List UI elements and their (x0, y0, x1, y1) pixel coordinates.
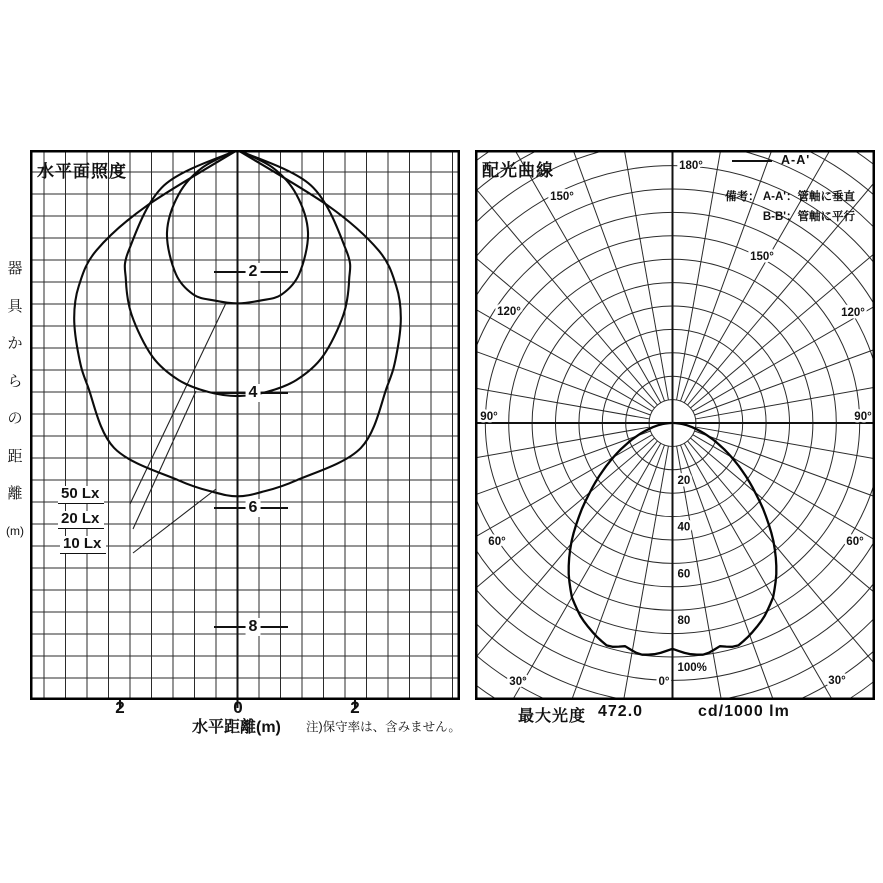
y-axis-char: の (7, 410, 23, 427)
x-tick-0: 0 (233, 698, 243, 717)
svg-text:60: 60 (677, 568, 691, 581)
svg-text:30°: 30° (828, 675, 846, 687)
y-tick-6: 6 (246, 499, 261, 517)
maintenance-factor-note: 注)保守率は、含みません。 (306, 720, 461, 734)
max-intensity-label: 最大光度 (518, 708, 587, 725)
left-chart-title: 水平面照度 (37, 162, 127, 181)
left-chart-x-axis-title: 水平距離(m) (192, 719, 281, 736)
y-tick-8: 8 (246, 618, 261, 636)
remark-line-1: 備考： A-A'：管軸に垂直 (725, 191, 855, 203)
y-axis-char: ら (7, 372, 23, 390)
svg-text:30°: 30° (509, 676, 527, 688)
svg-text:80: 80 (677, 615, 691, 628)
right-chart-title: 配光曲線 (482, 161, 554, 180)
svg-text:20: 20 (677, 474, 691, 487)
svg-text:40: 40 (677, 521, 691, 534)
svg-text:60°: 60° (488, 536, 506, 548)
max-intensity-unit: cd/1000 lm (698, 703, 790, 720)
max-intensity-value: 472.0 (598, 703, 644, 720)
svg-text:150°: 150° (550, 191, 574, 203)
polar-grid (475, 150, 875, 700)
svg-text:0°: 0° (658, 676, 670, 688)
svg-text:180°: 180° (679, 160, 703, 172)
x-tick-right-2: 2 (350, 698, 360, 717)
left-chart-border (31, 151, 459, 699)
contour-label-10lx: 10 Lx (60, 536, 106, 554)
svg-text:120°: 120° (497, 306, 521, 318)
y-tick-4: 4 (246, 384, 261, 402)
legend-line-sample (732, 160, 772, 162)
left-chart-y-axis-label (2, 250, 28, 550)
y-axis-char: (m) (6, 523, 24, 538)
svg-text:150°: 150° (750, 251, 774, 263)
contour-label-50lx: 50 Lx (58, 486, 104, 504)
svg-text:120°: 120° (841, 307, 865, 319)
svg-text:90°: 90° (480, 411, 498, 423)
svg-text:60°: 60° (846, 536, 864, 548)
contour-leader-lines (130, 303, 226, 553)
svg-text:90°: 90° (854, 411, 872, 423)
svg-text:100%: 100% (677, 662, 707, 674)
y-tick-2: 2 (246, 263, 261, 281)
legend-series-label: A-A' (781, 153, 811, 167)
y-axis-char: 器 (7, 260, 23, 277)
y-axis-char: か (7, 335, 23, 352)
y-axis-char: 離 (7, 485, 23, 502)
x-tick-left-2: 2 (115, 698, 125, 717)
y-axis-char: 具 (7, 297, 23, 315)
contour-label-20lx: 20 Lx (58, 511, 104, 529)
y-axis-char: 距 (7, 447, 23, 465)
polar-distribution-canvas (475, 150, 875, 700)
remark-line-2: B-B'：管軸に平行 (762, 211, 855, 223)
